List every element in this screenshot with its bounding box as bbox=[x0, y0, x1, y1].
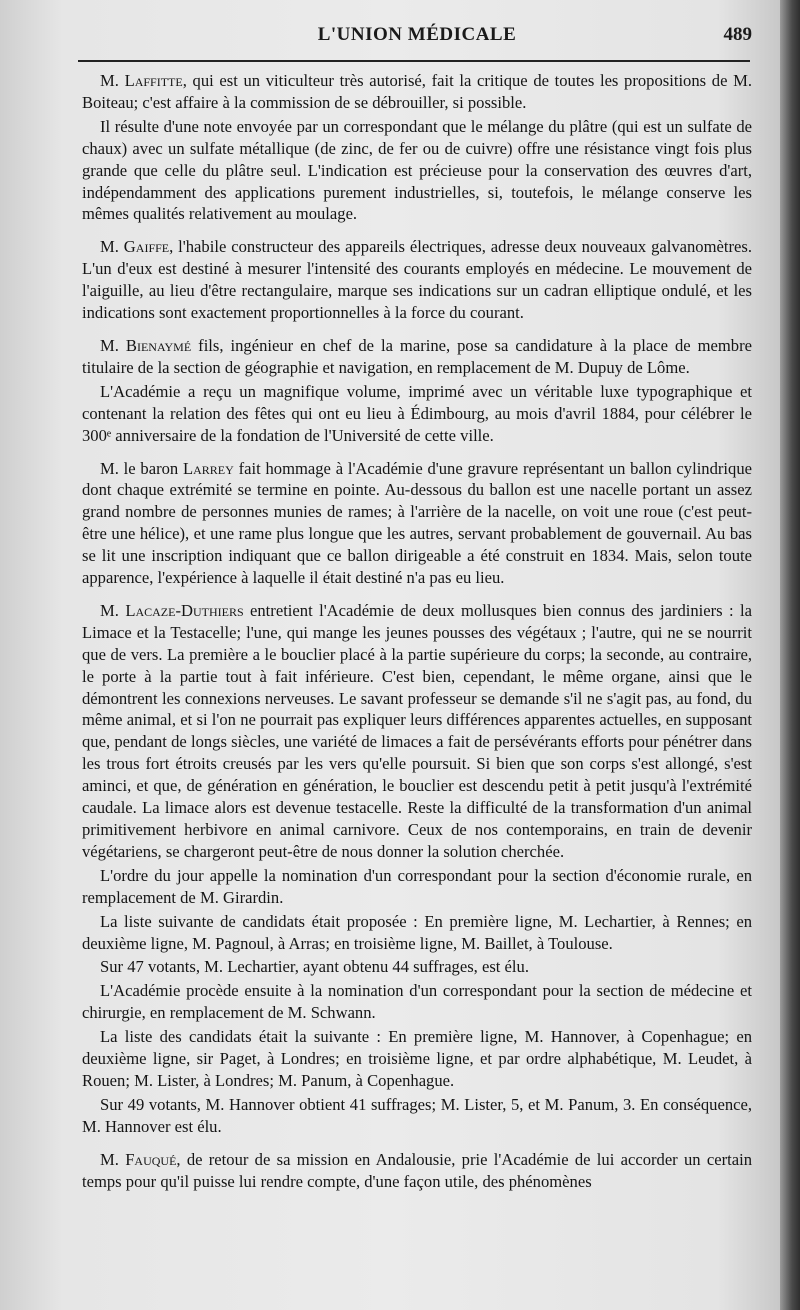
header-rule bbox=[78, 60, 750, 62]
paragraph-vote-economie: Sur 47 votants, M. Lechartier, ayant obtenu 44 suffrages, est élu. bbox=[100, 957, 529, 977]
page-number: 489 bbox=[723, 24, 752, 45]
paragraph-laffitte: M. Laffitte, qui est un viticulteur très autorisé, fait la critique de toutes les propositions de M. Boiteau; c'est affaire à la commission de se débrouiller, si possible. bbox=[82, 71, 752, 112]
paragraph-fauque: M. Fauqué, de retour de sa mission en Andalousie, prie l'Académie de lui accorder un certain temps pour qu'il puisse lui rendre compte, d'une façon utile, des phénomènes bbox=[82, 1149, 752, 1191]
paragraph-vote-medecine: Sur 49 votants, M. Hannover obtient 41 suffrages; M. Lister, 5, et M. Panum, 3. En conséquence, M. Hannover est élu. bbox=[82, 1094, 752, 1136]
paragraph-liste-economie: La liste suivante de candidats était proposée : En première ligne, M. Lechartier, à Rennes; en deuxième ligne, M. Pagnoul, à Arras; en troisième ligne, M. Baillet, à Toulouse. bbox=[82, 911, 752, 953]
page-header bbox=[82, 20, 752, 52]
paragraph-gaiffe: M. Gaiffe, l'habile constructeur des appareils électriques, adresse deux nouveaux galvanomètres. L'un d'eux est destiné à mesurer l'intensité des courants employés en médecine. Le mouvement de l'aiguille, au lieu d'être rectangulaire, marque ses indications sur un cadran elliptique ondulé, et les indications sont exactement proportionnelles à la force du courant. bbox=[82, 237, 752, 323]
paragraph-liste-medecine: La liste des candidats était la suivante : En première ligne, M. Hannover, à Copenhague; en deuxième ligne, sir Paget, à Londres; en troisième ligne, et par ordre alphabétique, M. Leudet, à Rouen; M. Lister, à Londres; M. Panum, à Copenhague. bbox=[82, 1027, 752, 1090]
page-edge-shadow bbox=[780, 0, 800, 1310]
name-lacaze-duthiers: Lacaze-Duthiers bbox=[125, 600, 244, 620]
paragraph-bienayme: M. Bienaymé fils, ingénieur en chef de la marine, pose sa candidature à la place de membre titulaire de la section de géographie et navigation, en remplacement de M. Dupuy de Lôme. bbox=[82, 335, 752, 377]
paragraph-ordre-du-jour: L'ordre du jour appelle la nomination d'un correspondant pour la section d'économie rurale, en remplacement de M. Girardin. bbox=[82, 865, 752, 907]
name-gaiffe: Gaiffe bbox=[123, 237, 170, 257]
article-body bbox=[82, 68, 752, 1193]
name-larrey: Larrey bbox=[183, 458, 234, 478]
name-fauque: Fauqué bbox=[125, 1149, 177, 1169]
name-laffitte: Laffitte bbox=[124, 71, 183, 90]
paragraph-note: Il résulte d'une note envoyée par un correspondant que le mélange du plâtre (qui est un sulfate de chaux) avec un sulfate métallique (de zinc, de fer ou de cuivre) offre une résistance vingt fois plus grande que celle du plâtre seul. L'indication est précieuse pour la conservation des œuvres d'art, indépendamment des applications purement industrielles, si, toutefois, le mélange conserve les mêmes qualités relativement au moulage. bbox=[82, 116, 752, 224]
running-title: L'UNION MÉDICALE bbox=[317, 24, 517, 45]
name-bienayme: Bienaymé bbox=[125, 335, 192, 355]
paragraph-nomination-medecine: L'Académie procède ensuite à la nomination d'un correspondant pour la section de médecine et chirurgie, en remplacement de M. Schwann. bbox=[82, 981, 752, 1023]
paragraph-larrey: M. le baron Larrey fait hommage à l'Académie d'une gravure représentant un ballon cylindrique dont chaque extrémité se termine en pointe. Au-dessous du ballon est une nacelle portant un assez grand nombre de personnes munies de rames; à l'arrière de la nacelle, on voit une roue (c'est peut-être une hélice), et une rame plus longue que les autres, servant probablement de gouvernail. Au bas se lit une inscription indiquant que ce ballon dirigeable a été construit en 1834. Mais, selon toute apparence, l'expérience à laquelle il était destiné n'a pas eu lieu. bbox=[82, 458, 752, 588]
paragraph-volume: L'Académie a reçu un magnifique volume, imprimé avec un véritable luxe typographique et contenant la relation des fêtes qui ont eu lieu à Édimbourg, au mois d'avril 1884, pour célébrer le 300ᵉ anniversaire de la fondation de l'Université de cette ville. bbox=[82, 381, 752, 445]
paragraph-lacaze-duthiers: M. Lacaze-Duthiers entretient l'Académie de deux mollusques bien connus des jardiniers : la Limace et la Testacelle; l'une, qui mange les jeunes pousses des végétaux ; l'autre, qui ne se nourrit que de vers. La première a le bouclier placé à la partie supérieure du corps; la seconde, au contraire, le porte à la partie tout à fait inférieure. C'est bien, cependant, le même organe, ainsi que le démontrent les connexions nerveuses. Le savant professeur se demande s'il ne s'agit pas, au fond, du même animal, et si l'on ne pourrait pas expliquer leurs différences apparentes actuelles, en supposant que, pendant de longs siècles, une variété de limaces a fait de persévérants efforts pour pénétrer dans les trous fort étroits creusés par les vers qu'elle poursuit. Si bien que son corps s'est allongé, s'est aminci, et que, de génération en génération, le bouclier est descendu petit à petit jusqu'à l'extrémité caudale. La limace alors est devenue testacelle. Reste la difficulté de la transformation d'un animal primitivement herbivore en animal carnivore. Ceux de nos contemporains, en train de devenir végétariens, se chargeront peut-être de nous donner la solution cherchée. bbox=[82, 600, 752, 861]
